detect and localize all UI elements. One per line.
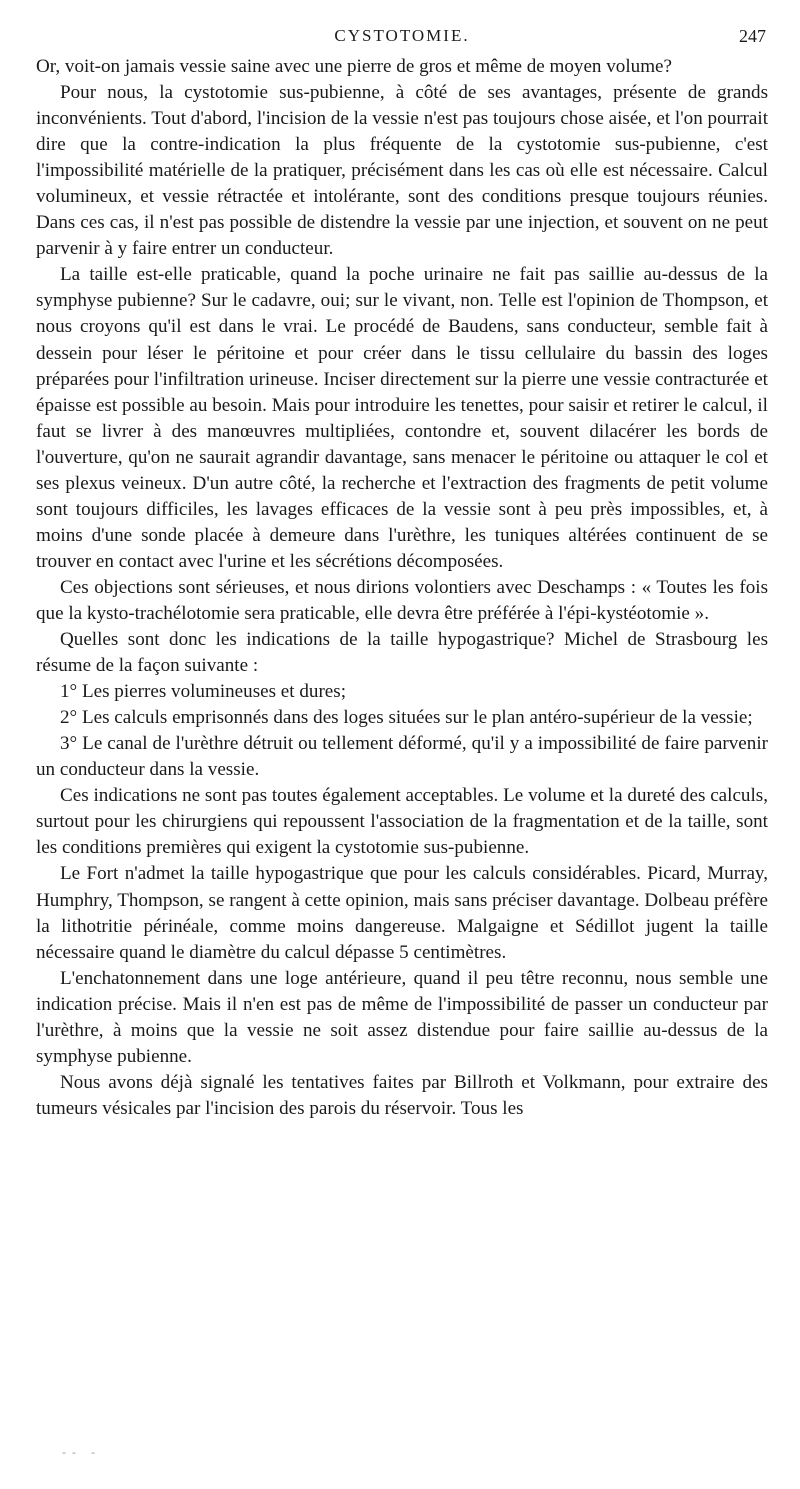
paragraph-7: Le Fort n'admet la taille hypogastrique que pour les calculs considérables. Picard, Murray, Humphry, Thompson, se rangent à cette opinion, mais sans préciser davantage. Dolbeau préfère la lithotritie périnéale, comme moins dangereuse. Malgaigne et Sédillot jugent la taille nécessaire quand le diamètre du calcul dépasse 5 centimètres. xyxy=(36,863,768,963)
body-text xyxy=(36,54,768,1122)
paragraph-9: Nous avons déjà signalé les tentatives faites par Billroth et Volkmann, pour extraire des tumeurs vésicales par l'incision des parois du réservoir. Tous les xyxy=(36,1071,768,1119)
page-number: 247 xyxy=(739,26,766,46)
list-item-1: 1° Les pierres volumineuses et dures; xyxy=(60,681,347,703)
paragraph-6: Ces indications ne sont pas toutes également acceptables. Le volume et la dureté des calculs, surtout pour les chirurgiens qui repoussent l'association de la fragmentation et de la taille, sont les conditions premières qui exigent la cystotomie sus-pubienne. xyxy=(36,785,768,859)
list-item-3: 3° Le canal de l'urèthre détruit ou tellement déformé, qu'il y a impossibilité de faire parvenir un conducteur dans la vessie. xyxy=(36,733,768,781)
paragraph-5: Quelles sont donc les indications de la taille hypogastrique? Michel de Strasbourg les résume de la façon suivante : xyxy=(36,629,768,677)
paragraph-3: La taille est-elle praticable, quand la poche urinaire ne fait pas saillie au-dessus de la symphyse pubienne? Sur le cadavre, oui; sur le vivant, non. Telle est l'opinion de Thompson, et nous croyons qu'il est dans le vrai. Le procédé de Baudens, sans conducteur, semble fait à dessein pour léser le péritoine et pour créer dans le tissu cellulaire du bassin des loges préparées pour l'infiltration urineuse. Inciser directement sur la pierre une vessie contracturée et épaisse est possible au besoin. Mais pour introduire les tenettes, pour saisir et retirer le calcul, il faut se livrer à des manœuvres multipliées, contondre et, souvent dilacérer les bords de l'ouverture, qu'on ne saurait agrandir davantage, sans menacer le péritoine ou attaquer le col et ses plexus veineux. D'un autre côté, la recherche et l'extraction des fragments de petit volume sont toujours difficiles, les lavages efficaces de la vessie sont à peu près impossibles, et, à moins d'une sonde placée à demeure dans l'urèthre, les tuniques altérées continuent de se trouver en contact avec l'urine et les sécrétions décomposées. xyxy=(36,264,768,572)
paragraph-4: Ces objections sont sérieuses, et nous dirions volontiers avec Deschamps : « Toutes les fois que la kysto-trachélotomie sera praticable, elle devra être préférée à l'épi-kystéotomie ». xyxy=(36,576,768,624)
page xyxy=(36,26,768,1122)
footer-marks: -- - xyxy=(62,1445,101,1459)
running-title: CYSTOTOMIE. xyxy=(334,26,470,45)
paragraph-8: L'enchatonnement dans une loge antérieure, quand il peu têtre reconnu, nous semble une indication précise. Mais il n'en est pas de même de l'impossibilité de passer un conducteur par l'urèthre, à moins que la vessie ne soit assez distendue pour faire saillie au-dessus de la symphyse pubienne. xyxy=(36,967,768,1067)
running-head xyxy=(36,26,768,54)
paragraph-2: Pour nous, la cystotomie sus-pubienne, à côté de ses avantages, présente de grands inconvénients. Tout d'abord, l'incision de la vessie n'est pas toujours chose aisée, et l'on pourrait dire que la contre-indication la plus fréquente de la cystotomie sus-pubienne, c'est l'impossibilité matérielle de la pratiquer, précisément dans les cas où elle est nécessaire. Calcul volumineux, et vessie rétractée et intolérante, sont des conditions presque toujours réunies. Dans ces cas, il n'est pas possible de distendre la vessie par une injection, et souvent on ne peut parvenir à y faire entrer un conducteur. xyxy=(36,82,768,260)
paragraph-1: Or, voit-on jamais vessie saine avec une pierre de gros et même de moyen volume? xyxy=(36,56,673,77)
list-item-2: 2° Les calculs emprisonnés dans des loges situées sur le plan antéro-supérieur de la vessie; xyxy=(60,707,753,729)
